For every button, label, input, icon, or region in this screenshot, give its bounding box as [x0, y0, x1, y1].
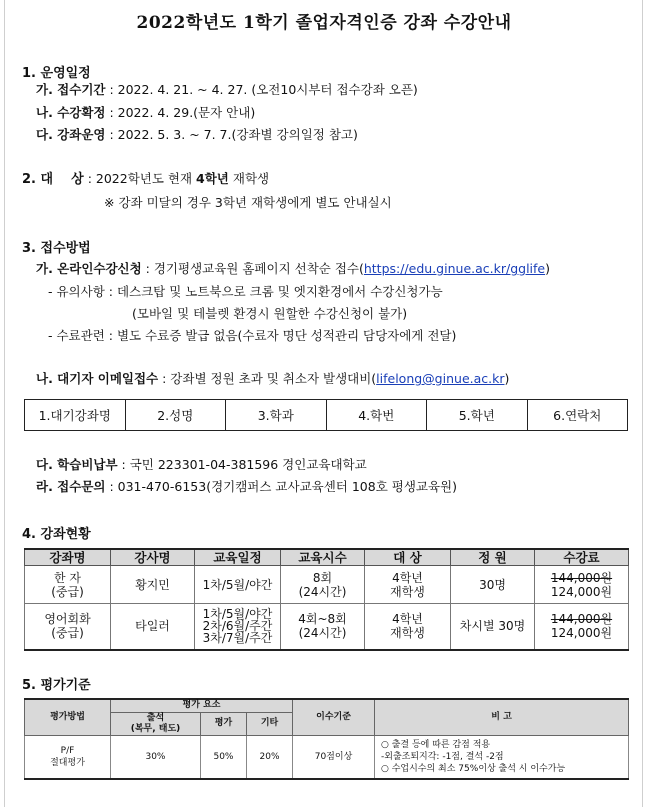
section-schedule-heading: 1. 운영일정 [22, 66, 91, 81]
course-name-cell: 한 자 (중급) [25, 566, 111, 604]
capacity-cell: 30명 [451, 566, 535, 604]
course-table-header [25, 549, 629, 566]
fee-payment-value: : 국민 223301-04-381596 경인교육대학교 [117, 457, 367, 472]
eval-col-elements: 평가 요소 [111, 699, 293, 712]
target-value-post: 재학생 [228, 171, 270, 186]
capacity-cell: 차시별 30명 [451, 604, 535, 650]
schedule-cell: 1차/5월/야간 [195, 566, 281, 604]
eval-attendance-cell: 30% [111, 735, 201, 779]
eval-col-note: 비 고 [375, 699, 629, 735]
target-cell: 4학년 재학생 [365, 604, 451, 650]
waitlist-col-grade: 5.학년 [427, 400, 528, 431]
operate-label: 다. 강좌운영 [36, 127, 106, 142]
operate-value: : 2022. 5. 3. ~ 7. 7.(강좌별 강의일정 참고) [105, 127, 358, 142]
waitlist-format-row [25, 400, 628, 431]
section-target-heading: 2. 대 상 [22, 172, 84, 187]
online-apply-row [36, 261, 550, 277]
fee-original: 144,000원 [550, 570, 613, 585]
fee-cell [535, 604, 629, 650]
teacher-cell: 타일러 [111, 604, 195, 650]
eval-method-cell: P/F 절대평가 [25, 735, 111, 779]
contact-row [36, 479, 457, 495]
fee-payment-row [36, 457, 367, 473]
eval-header-row-1 [25, 699, 629, 712]
page-left-edge [4, 0, 5, 807]
eval-note-cell: ○ 출결 등에 따른 감점 적용 -외출조퇴지각: -1점, 결석 -2점 ○ 수업시수의 최소 75%이상 출석 시 이수가능 [375, 735, 629, 779]
page-right-edge [642, 0, 643, 807]
target-note: ※ 강좌 미달의 경우 3학년 재학생에게 별도 안내실시 [104, 195, 392, 210]
col-teacher: 강사명 [111, 549, 195, 566]
waitlist-col-phone: 6.연락처 [527, 400, 628, 431]
caution-note: - 유의사항 : 데스크탑 및 노트북으로 크롬 및 엣지환경에서 수강신청가능 [48, 284, 443, 299]
section-evaluation-heading: 5. 평가기준 [22, 678, 91, 693]
teacher-cell: 황지민 [111, 566, 195, 604]
eval-col-etc: 기타 [247, 712, 293, 735]
target-value-bold: 4학년 [196, 171, 229, 186]
caution-note-sub: (모바일 및 테블렛 환경시 원할한 수강신청이 불가) [132, 306, 408, 321]
section-target-row [22, 171, 269, 188]
fee-cell [535, 566, 629, 604]
confirm-value: : 2022. 4. 29.(문자 안내) [105, 105, 256, 120]
waitlist-pre: : 강좌별 정원 초과 및 취소자 발생대비( [158, 371, 377, 386]
eval-criteria-cell: 70점이상 [293, 735, 375, 779]
online-apply-label: 가. 온라인수강신청 [36, 261, 142, 276]
online-apply-post: ) [545, 261, 550, 276]
hours-cell: 4회~8회 (24시간) [281, 604, 365, 650]
eval-col-criteria: 이수기준 [293, 699, 375, 735]
fee-original: 144,000원 [550, 612, 613, 627]
target-value-pre: : 2022학년도 현재 [83, 171, 197, 186]
table-row [25, 735, 629, 779]
table-row [25, 604, 629, 650]
schedule-row-apply [36, 82, 418, 98]
waitlist-col-dept: 3.학과 [226, 400, 327, 431]
col-capacity: 정 원 [451, 549, 535, 566]
waitlist-post: ) [504, 371, 510, 386]
section-courses-heading: 4. 강좌현황 [22, 527, 91, 542]
schedule-cell: 1차/5월/야간 2차/6월/주간 3차/7월/주간 [195, 604, 281, 650]
waitlist-label: 나. 대기자 이메일접수 [36, 371, 159, 386]
target-cell: 4학년 재학생 [365, 566, 451, 604]
schedule-row-confirm [36, 105, 255, 121]
waitlist-email-link[interactable]: lifelong@ginue.ac.kr [376, 371, 505, 386]
contact-label: 라. 접수문의 [36, 479, 106, 494]
col-target: 대 상 [365, 549, 451, 566]
fee-payment-label: 다. 학습비납부 [36, 457, 118, 472]
col-hours: 교육시수 [281, 549, 365, 566]
evaluation-table [24, 698, 629, 780]
table-row [25, 566, 629, 604]
completion-note: - 수료관련 : 별도 수료증 발급 없음(수료자 명단 성적관리 담당자에게 전달) [48, 328, 457, 343]
waitlist-col-id: 4.학번 [326, 400, 427, 431]
eval-col-attendance: 출석 (복무, 태도) [111, 712, 201, 735]
eval-etc-cell: 20% [247, 735, 293, 779]
course-table [24, 548, 629, 651]
eval-col-assessment: 평가 [201, 712, 247, 735]
waitlist-col-course: 1.대기강좌명 [25, 400, 126, 431]
eval-assessment-cell: 50% [201, 735, 247, 779]
contact-value: : 031-470-6153(경기캠퍼스 교사교육센터 108호 평생교육원) [105, 479, 458, 494]
waitlist-format-table [24, 399, 628, 431]
waitlist-col-name: 2.성명 [125, 400, 226, 431]
section-method-heading: 3. 접수방법 [22, 241, 91, 256]
apply-period-label: 가. 접수기간 [36, 82, 106, 97]
waitlist-row [36, 371, 509, 387]
fee-discounted: 124,000원 [550, 626, 613, 641]
course-name-cell: 영어회화 (중급) [25, 604, 111, 650]
confirm-label: 나. 수강확정 [36, 105, 106, 120]
online-apply-pre: : 경기평생교육원 홈페이지 선착순 접수( [141, 261, 364, 276]
document-title: 2022학년도 1학기 졸업자격인증 강좌 수강안내 [136, 13, 512, 33]
col-course-name: 강좌명 [25, 549, 111, 566]
apply-period-value: : 2022. 4. 21. ~ 4. 27. (오전10시부터 접수강좌 오픈) [105, 82, 418, 97]
col-fee: 수강료 [535, 549, 629, 566]
col-schedule: 교육일정 [195, 549, 281, 566]
eval-col-method: 평가방법 [25, 699, 111, 735]
schedule-row-operate [36, 127, 358, 143]
hours-cell: 8회 (24시간) [281, 566, 365, 604]
fee-discounted: 124,000원 [550, 584, 613, 599]
online-apply-link[interactable]: https://edu.ginue.ac.kr/gglife [363, 261, 546, 276]
